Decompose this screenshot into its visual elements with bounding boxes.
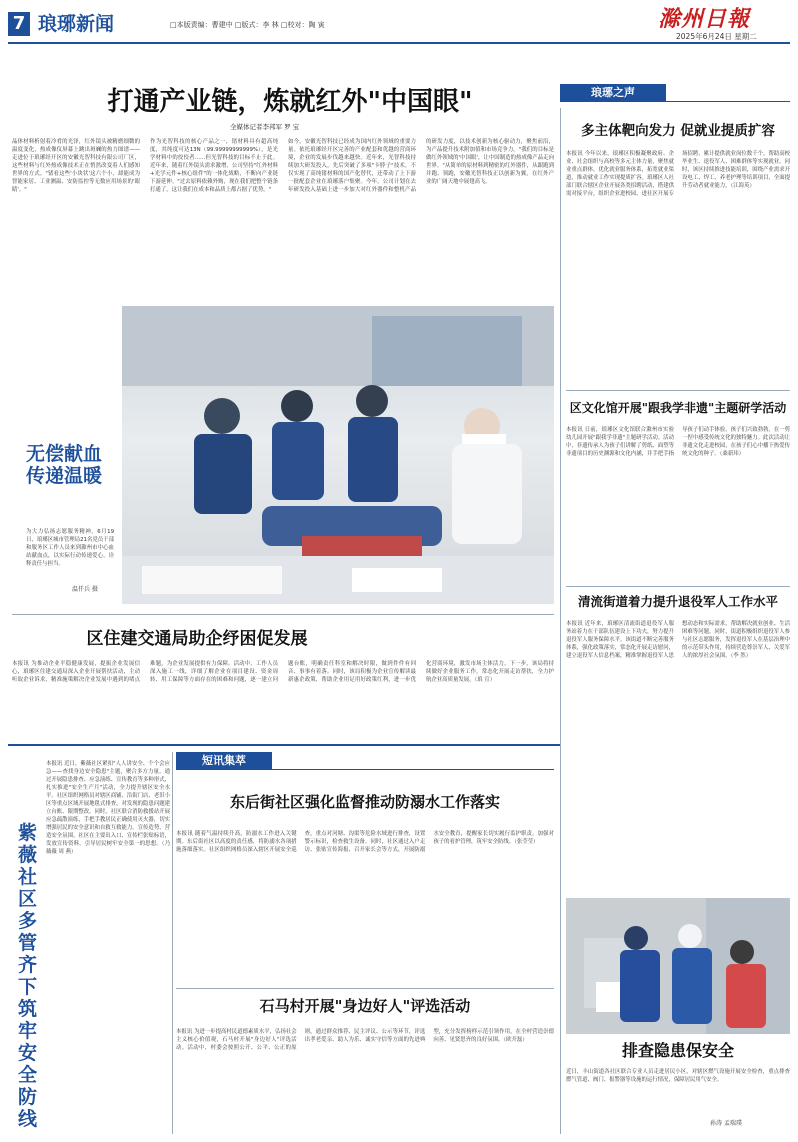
voice-banner-rule: [666, 101, 790, 102]
story1-body: 本报讯 今年以来，琅琊区积极凝聚政府、企业、社会组织与高校等多元主体力量，聚焦就业重点群体，优化就业服务体系，拓宽就业渠道，推动就业工作实现提质扩容。琅琊区人社部门联合辖区企业开展各类招聘活动，搭建供需对接平台，组织企业进校园、进社区开展专场招聘，累计提供就业岗位数千个，帮助高校毕业生、退役军人、困难群体等实现就业。同时，该区持续推进技能培训，围绕产业需求开设电工、焊工、养老护理等培训项目，全面提升劳动者就业能力。（江海英）: [566, 151, 790, 197]
story2-headline: 区文化馆开展"跟我学非遗"主题研学活动: [569, 401, 787, 415]
section-title: 琅琊新闻: [38, 13, 115, 35]
story1-headline: 多主体靶向发力 促就业提质扩容: [581, 123, 775, 139]
transport-body: 本报讯 为推动企业平稳健康发展，提振企业发展信心，琅琊区住建交通局深入企业开展帮扶活动，主动听取企业诉求，精准施策解决企业发展中遇到的堵点难题，为企业发展提供有力保障。活动中，工作人员深入施工一线，详细了解企业在项目建设、资金周转、用工保障等方面存在的困难和问题，逐一建立问题台账，明确责任科室和解决时限，做到件件有回音、事事有着落。同时，该局积极为企业宣传解读最新惠企政策，帮助企业用足用好政策红利，进一步优化营商环境，激发市场主体活力。下一步，该局将持续做好企业服务工作，常态化开展走访帮扶，全力护航企业高质量发展。（琅 宣）: [12, 661, 554, 683]
short2-top-rule: [176, 988, 554, 989]
short1-body: 本报讯 随着气温持续升高，防溺水工作进入关键期。东后街社区以高度的责任感，将防溺水各项措施落细落实。社区组织网格员深入辖区开展安全巡查，重点对河塘、沟渠等危险水域进行排查，设置警示标识，检查救生设备。同时，社区通过入户走访、张贴宣传海报、召开家长会等方式，开展防溺水安全教育，提醒家长切实履行监护职责，加强对孩子的看护管理，筑牢安全防线。（张莹莹）: [176, 831, 554, 853]
transport-top-rule: [12, 614, 554, 615]
short-news-banner-label: 短讯集萃: [202, 754, 246, 767]
lead-headline: 打通产业链，炼就红外"中国眼": [107, 87, 473, 117]
right-column-divider: [560, 108, 561, 1134]
editor-line: □本版责编：曹建中 □版式：李 林 □校对：陶 寅: [170, 21, 325, 29]
safety-check-illustration: [566, 898, 790, 1034]
blood-title-1: 无偿献血: [26, 443, 103, 465]
masthead-rule: [8, 42, 790, 44]
voice-banner: [560, 84, 666, 102]
ziwei-body: 本报讯 近日，紫薇社区紧扣"人人讲安全、个个会应急——查找身边安全隐患"主题，聚合多方力量，通过开展隐患排查、应急演练、宣传教育等多种形式，扎实推进"安全生产月"活动，全力提升辖区安全水平。社区组织网格员对辖区商铺、沿街门店、老旧小区等重点区域开展地毯式排查，对发现的隐患问题建立台账、限期整改。同时，社区联合消防救援站开展应急疏散演练，手把手教居民正确使用灭火器，切实增强居民的安全意识和自救互救能力。宣传造势，营造安全氛围。社区在主要出入口、宣传栏张贴标语，发放宣传资料，引导居民树牢安全第一的思想。（乃薇薇 周 燕）: [46, 761, 170, 855]
issue-date: 2025年6月24日 星期二: [676, 32, 757, 41]
newspaper-logo: 滁州日報: [658, 6, 751, 32]
blood-title-2: 传递温暖: [26, 465, 103, 487]
story2-top-rule: [566, 390, 790, 391]
blood-donation-photo: [122, 306, 554, 604]
short2-headline: 石马村开展"身边好人"评选活动: [259, 997, 471, 1015]
safety-photo-credit: 孙涛 孟瑞璞: [710, 1120, 742, 1127]
page-number: 7: [12, 13, 26, 34]
transport-headline: 区住建交通局助企纾困促发展: [86, 629, 308, 649]
blood-caption: 为大力弘扬志愿服务精神，6月19日，琅琊区城市管理局21名党员干部和服务区工作人员来到滁州市中心血站献血点，以实际行动传递爱心，诠释责任与担当。: [26, 529, 114, 567]
story2-body: 本报讯 日前，琅琊区文化馆联合滁州市实验幼儿园开展"跟我学非遗"主题研学活动。活动中，非遗传承人为孩子们讲解了剪纸、面塑等非遗项目的历史渊源和文化内涵，并手把手指导孩子们动手体验。孩子们兴致勃勃，在一剪一捏中感受传统文化的独特魅力。此次活动让非遗文化走进校园，在孩子们心中播下热爱传统文化的种子。（桑新玮）: [566, 427, 790, 457]
voice-banner-label: 琅琊之声: [591, 86, 635, 99]
lead-byline: 全媒体记者李邦军 罗 宝: [230, 123, 300, 131]
short1-headline: 东后街社区强化监督推动防溺水工作落实: [229, 793, 500, 811]
safety-check-photo: [566, 898, 790, 1034]
story3-body: 本报讯 近年来，琅琊区清流街道退役军人服务站着力在千部队伍建设上下功夫，努力提升退役军人服务保障水平。该街道不断完善服务体系，强化政策落实，常态化开展走访慰问，建立退役军人信息档案，精准掌握退役军人思想动态和实际需求，帮助解决就业创业、生活困难等问题。同时，街道积极组织退役军人参与社区志愿服务，发挥退役军人在基层治理中的示范带头作用，持续营造尊崇军人、关爱军人的浓厚社会氛围。（李 然）: [566, 621, 790, 659]
page-number-box: [8, 12, 30, 36]
blood-donation-illustration: [122, 306, 554, 604]
story3-headline: 清流街道着力提升退役军人工作水平: [577, 594, 778, 609]
safety-photo-caption: 近日，丰山街道各社区联合专业人员走进居民小区，对辖区燃气设施开展安全检查，重点排查燃气管道、阀门、报警器等设施的运行情况，保障居民用气安全。: [566, 1069, 790, 1083]
ziwei-title: 紫薇社区多管齐下筑牢安全防线: [18, 822, 38, 1130]
short-news-banner-rule: [272, 769, 554, 770]
blood-photographer: 温仟兵 摄: [72, 586, 98, 593]
short-news-banner: [176, 752, 272, 770]
story3-top-rule: [566, 586, 790, 587]
lead-body: 晶体材料析射着冷肴的光泽，红外镜头被精磨细微的温度变化，热成像仪屏幕上跳出斑斓的热力图谱——走进位于琅琊经开区的安徽光智科技有限公司厂区，这些材料与红外热成像技术正在悄然改变着人们感知世界的方式。"锗看这些'小块状'这六个小，却能成为智能家居、工业测温、安防监控等无数应用场景的'眼睛'。" 作为光智科技的核心产品之一，锗材料具有超高纯度，其纯度可达13N（99.99999999999%），是光学材料中的佼佼者……但光智科技的目标不止于此。近年来，随着红外镜头需求激增，公司坚持"红外材料+光学元件+核心组件"的一体化战略，不断向产业链下游延伸。"过去原料依赖外购，现在我们把整个链条打通了，这让我们在成本和品质上都占据了优势。" 如今，安徽光智科技已经成为国内红外领域的重要力量。依托琅琊经开区完善的产业配套和优越的营商环境，企业的发展步伐越来越快。近年来，光智科技持续加大研发投入，先后突破了多项"卡脖子"技术，不仅实现了高纯锗材料的国产化替代，还带动了上下游一批配套企业在琅琊落户集聚。今年，公司计划在去年研发投入基础上进一步加大对红外器件和整机产品的研发力度，以技术创新为核心驱动力，聚焦前沿，为产品提升技术附加值和市场竞争力。"我们的目标是做红外领域的'中国眼'，让中国制造的热成像产品走向世界。"从简单的原材料到精密的红外器件，从跟跑到并跑、领跑，安徽光智科技正以创新为翼，在红外产业的广阔天地中展翅高飞。: [12, 139, 554, 193]
bottom-section-rule: [8, 744, 560, 746]
short2-body: 本报讯 为进一步提高村民道德素质水平，弘扬社会主义核心价值观，石马村开展"身边好人"评选活动。活动中，村委会按照公开、公平、公正的原则，通过群众推荐、民主评议、公示等环节，评选出孝老爱亲、助人为乐、诚实守信等方面的先进典型，充分发挥榜样示范引领作用，在全村营造崇德向善、见贤思齐的良好氛围。（欧开磊）: [176, 1029, 554, 1051]
safety-photo-title: 排查隐患保安全: [621, 1041, 734, 1060]
ziwei-divider: [172, 752, 173, 1134]
